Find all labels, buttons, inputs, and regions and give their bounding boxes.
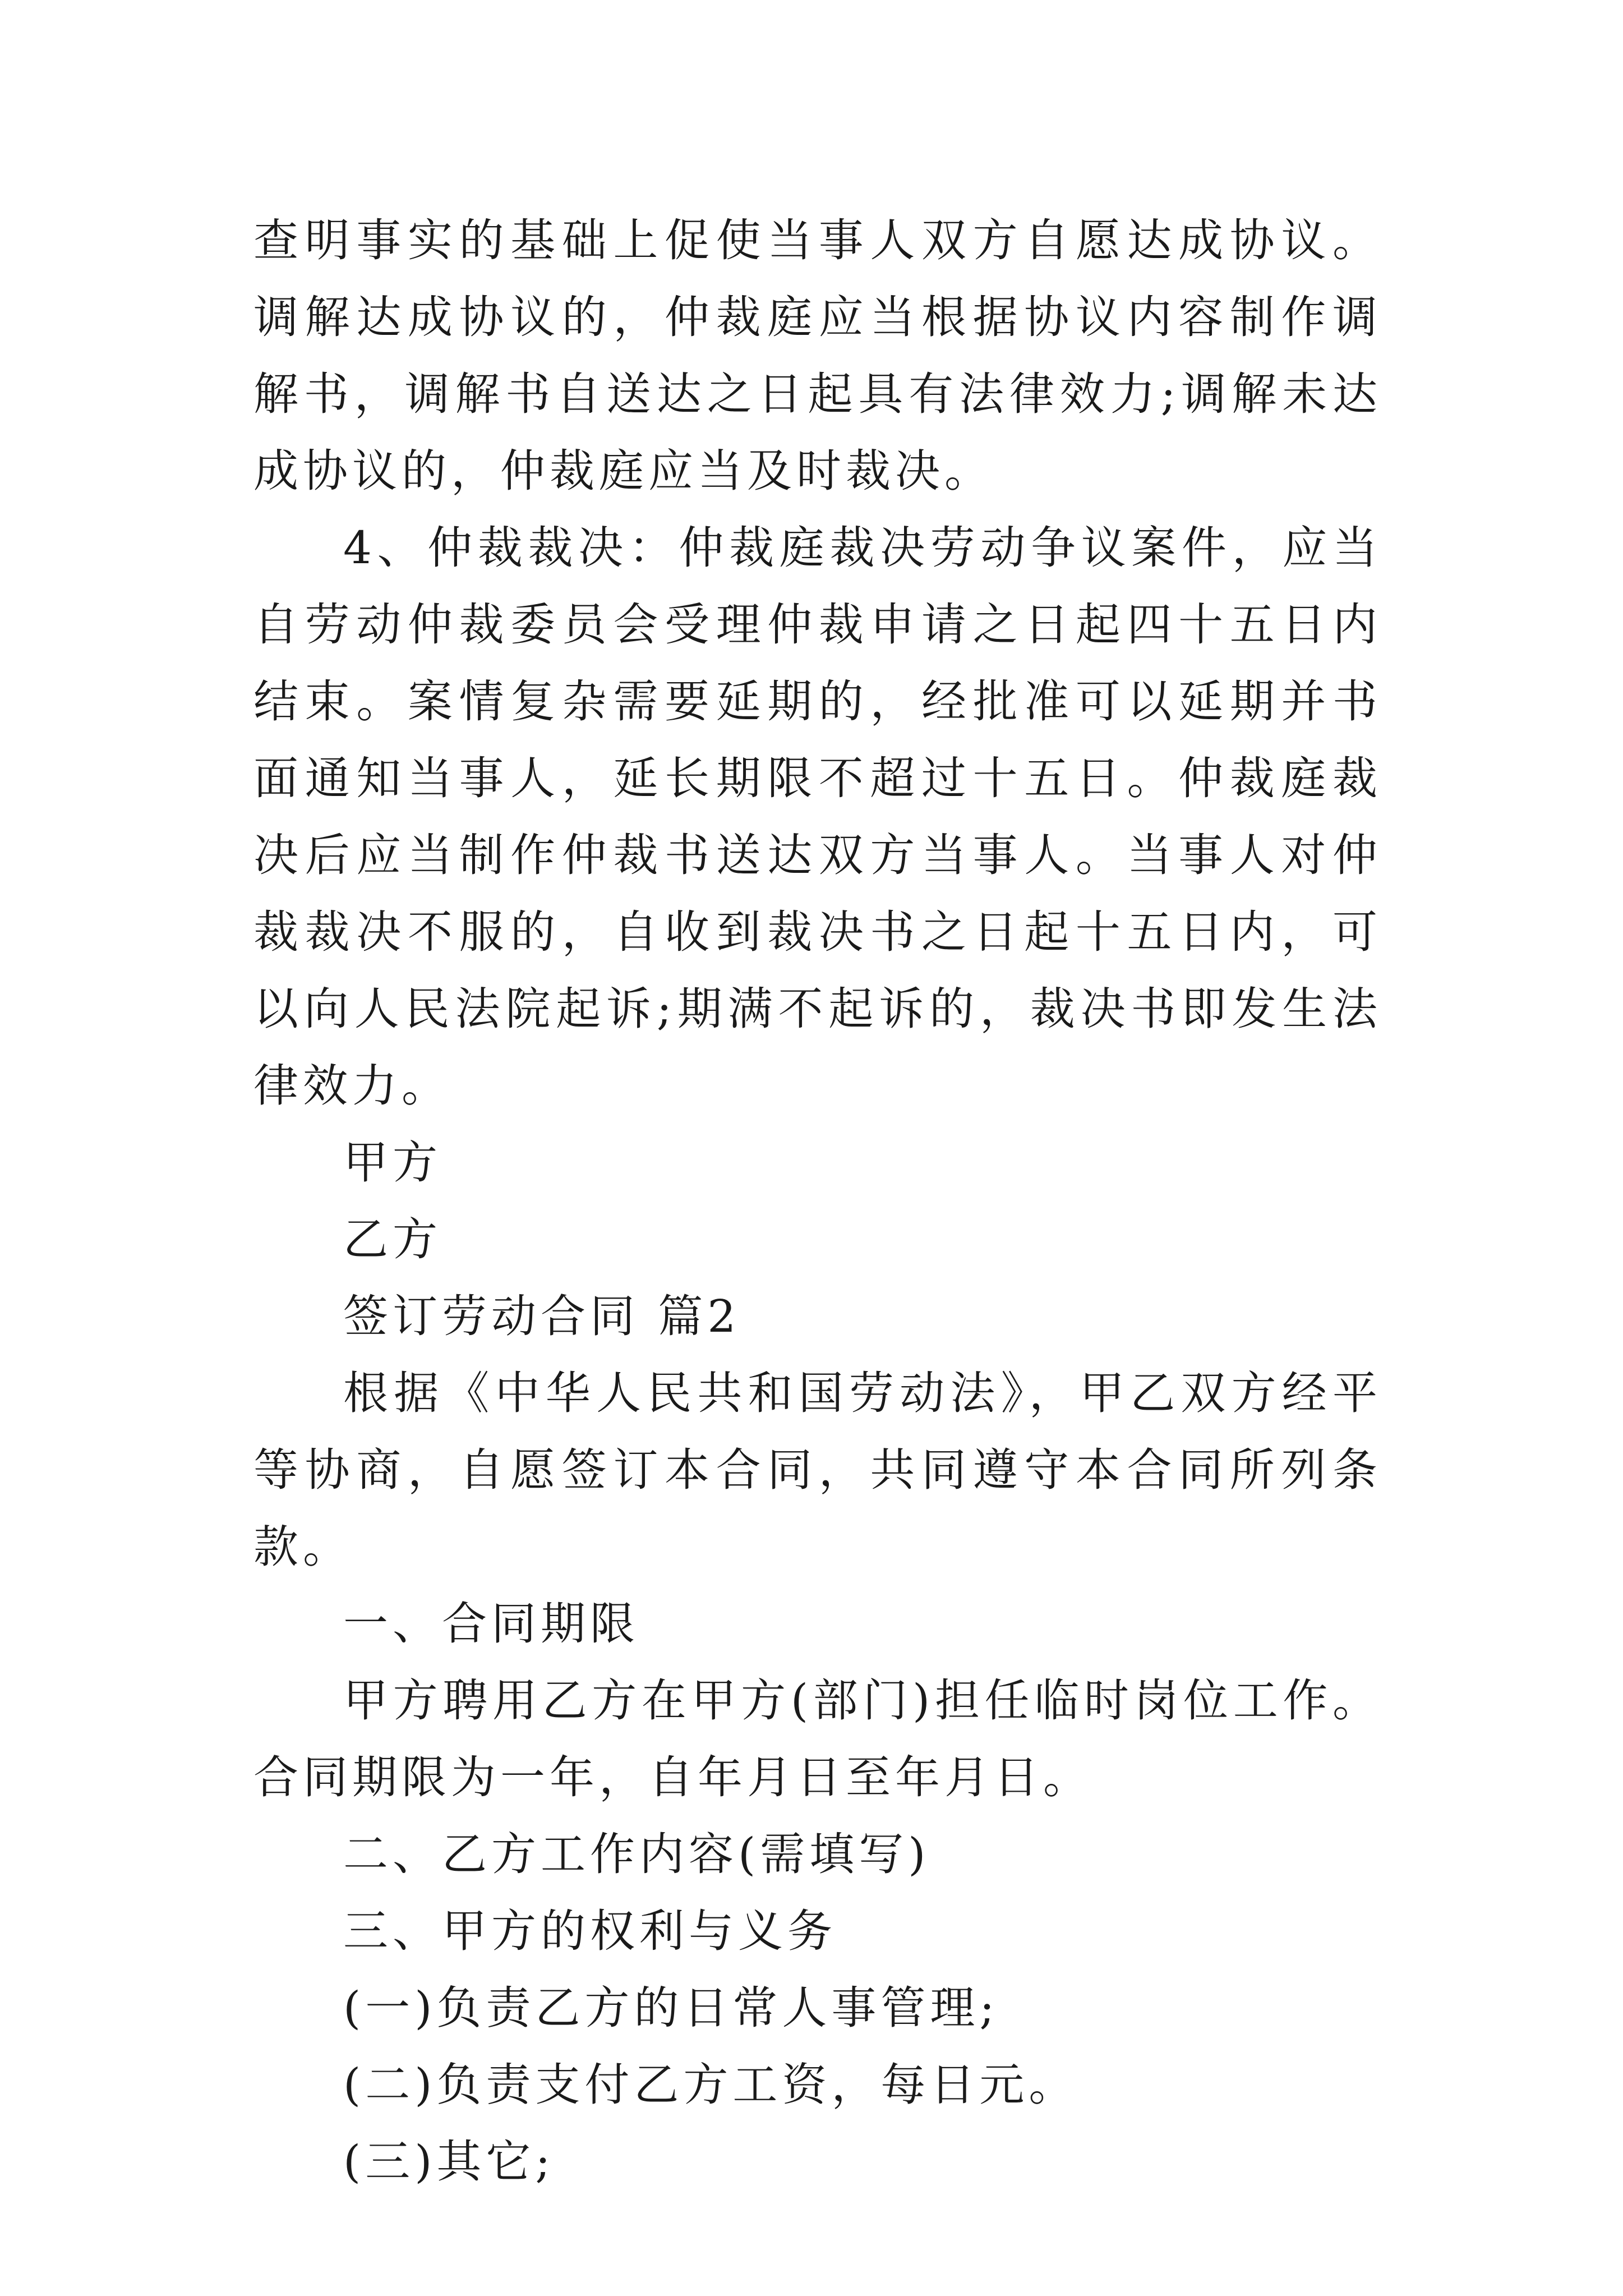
clause-heading-work-content: 二、乙方工作内容(需填写) xyxy=(343,1828,930,1880)
section-heading-contract-2: 签订劳动合同 篇2 xyxy=(343,1290,741,1342)
paragraph-preamble: 根据《中华人民共和国劳动法》，甲乙双方经平等协商，自愿签订本合同，共同遵守本合同所列条款。 xyxy=(253,1367,1382,1573)
list-item-other: (三)其它; xyxy=(343,2136,555,2188)
clause-heading-term: 一、合同期限 xyxy=(343,1598,639,1650)
paragraph-mediation-continued: 查明事实的基础上促使当事人双方自愿达成协议。调解达成协议的，仲裁庭应当根据协议内容制作调解书，调解书自送达之日起具有法律效力;调解未达成协议的，仲裁庭应当及时裁决。 xyxy=(253,214,1382,497)
paragraph-arbitration-award: 4、仲裁裁决：仲裁庭裁决劳动争议案件，应当自劳动仲裁委员会受理仲裁申请之日起四十五日内结束。案情复杂需要延期的，经批准可以延期并书面通知当事人，延长期限不超过十五日。仲裁庭裁决后应当制作仲裁书送达双方当事人。当事人对仲裁裁决不服的，自收到裁决书之日起十五日内，可以向人民法院起诉;期满不起诉的，裁决书即发生法律效力。 xyxy=(253,522,1382,1112)
list-item-wage-payment: (二)负责支付乙方工资，每日元。 xyxy=(343,2059,1078,2111)
party-b-label: 乙方 xyxy=(343,1213,442,1266)
paragraph-term: 甲方聘用乙方在甲方(部门)担任临时岗位工作。合同期限为一年，自年月日至年月日。 xyxy=(253,1674,1382,1803)
party-a-label: 甲方 xyxy=(343,1137,442,1189)
clause-heading-party-a-rights: 三、甲方的权利与义务 xyxy=(343,1905,837,1957)
document-body xyxy=(253,202,1382,2200)
list-item-personnel-management: (一)负责乙方的日常人事管理; xyxy=(343,1982,999,2034)
